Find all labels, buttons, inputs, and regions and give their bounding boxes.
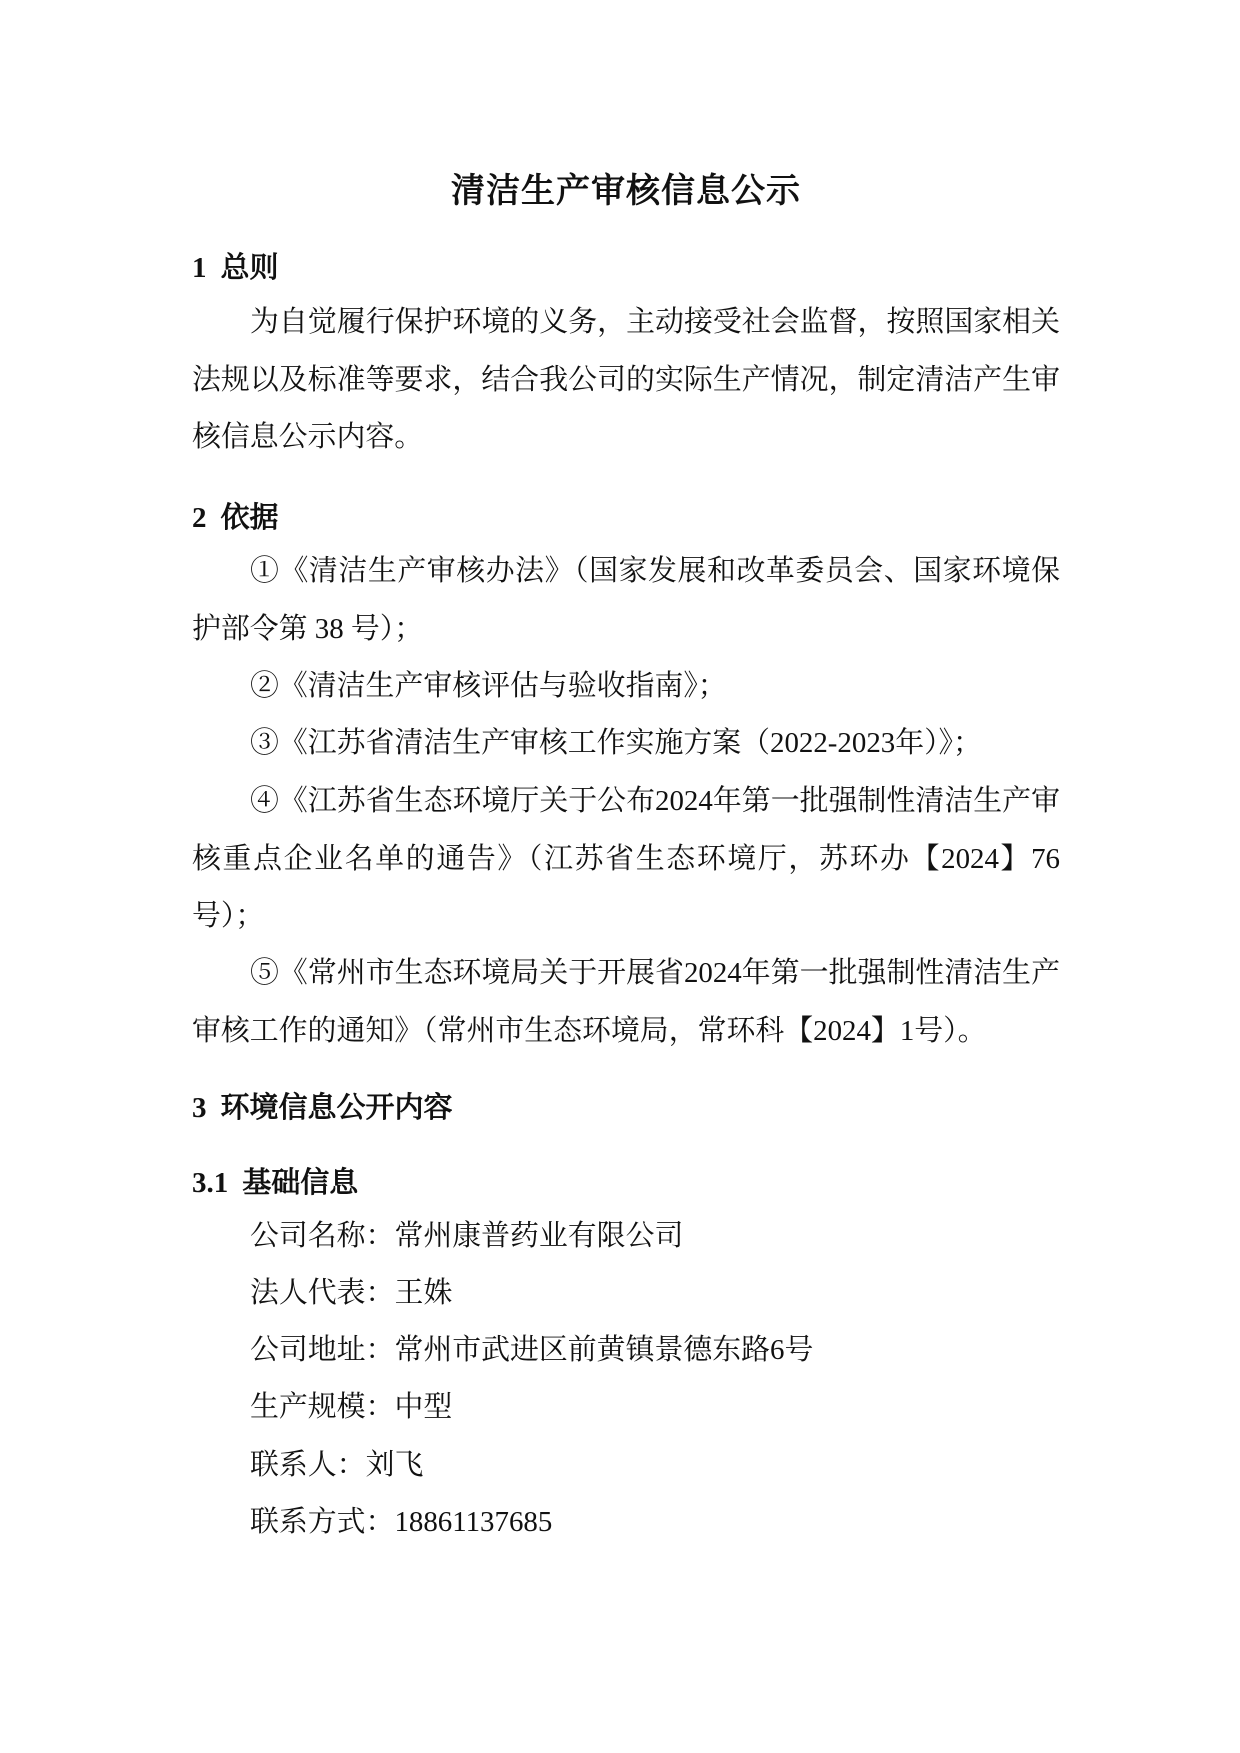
info-contact: 联系人：刘飞 <box>250 1449 424 1481</box>
info-address: 公司地址：常州市武进区前黄镇景德东路6号 <box>250 1334 814 1366</box>
reference-item: ①《清洁生产审核办法》（国家发展和改革委员会、国家环境保护部令第 38 号）； <box>192 555 1060 645</box>
section-heading-3: 3 环境信息公开内容 <box>192 1090 453 1124</box>
reference-item: ④《江苏省生态环境厅关于公布2024年第一批强制性清洁生产审核重点企业名单的通告》（江苏省生态环境厅，苏环办【2024】76号）； <box>192 785 1060 932</box>
info-phone: 联系方式：18861137685 <box>250 1506 553 1538</box>
info-company-name: 公司名称：常州康普药业有限公司 <box>250 1220 684 1252</box>
section-heading-3-1: 3.1 基础信息 <box>192 1165 359 1199</box>
info-scale: 生产规模：中型 <box>250 1391 453 1423</box>
paragraph: 为自觉履行保护环境的义务，主动接受社会监督，按照国家相关法规以及标准等要求，结合我公司的实际生产情况，制定清洁产生审核信息公示内容。 <box>192 306 1060 453</box>
section-heading-2: 2 依据 <box>192 500 279 534</box>
info-legal-rep: 法人代表：王姝 <box>250 1277 453 1309</box>
page-title: 清洁生产审核信息公示 <box>451 171 801 211</box>
section-heading-1: 1 总则 <box>192 250 279 284</box>
reference-item: ②《清洁生产审核评估与验收指南》； <box>250 670 727 702</box>
reference-item: ③《江苏省清洁生产审核工作实施方案（2022-2023年）》； <box>250 727 982 759</box>
reference-item: ⑤《常州市生态环境局关于开展省2024年第一批强制性清洁生产审核工作的通知》（常州市生态环境局，常环科【2024】1号）。 <box>192 957 1060 1047</box>
